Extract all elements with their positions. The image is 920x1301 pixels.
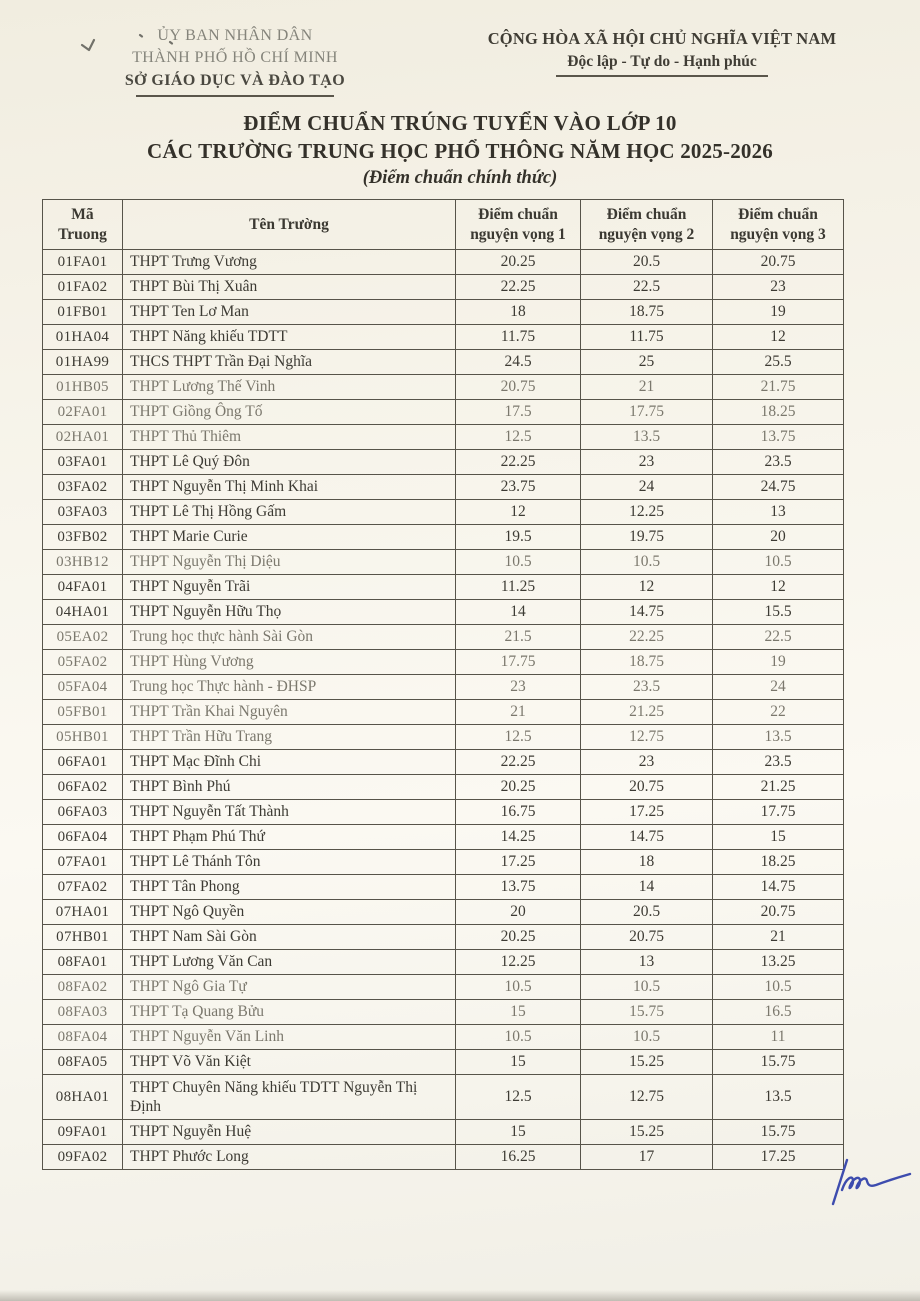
- school-name: Trung học thực hành Sài Gòn: [123, 625, 456, 650]
- score-nv2: 12.25: [581, 500, 713, 525]
- table-header: [43, 200, 844, 250]
- school-code: 01HB05: [43, 375, 123, 400]
- score-nv1: 22.25: [456, 450, 581, 475]
- header-score-nv3: Điểm chuẩn nguyện vọng 3: [713, 200, 844, 250]
- score-nv3: 13.5: [713, 725, 844, 750]
- score-nv3: 22: [713, 700, 844, 725]
- signature-stroke: [833, 1160, 910, 1204]
- score-nv3: 13: [713, 500, 844, 525]
- table-row: [43, 500, 844, 525]
- table-row: [43, 850, 844, 875]
- score-nv1: 15: [456, 1120, 581, 1145]
- school-code: 05EA02: [43, 625, 123, 650]
- school-name: Trung học Thực hành - ĐHSP: [123, 675, 456, 700]
- score-nv1: 21.5: [456, 625, 581, 650]
- score-nv1: 23: [456, 675, 581, 700]
- school-code: 08FA01: [43, 950, 123, 975]
- score-nv2: 21: [581, 375, 713, 400]
- score-nv1: 24.5: [456, 350, 581, 375]
- score-nv2: 22.5: [581, 275, 713, 300]
- motto-underline: [556, 75, 768, 77]
- score-nv3: 10.5: [713, 550, 844, 575]
- score-nv3: 16.5: [713, 1000, 844, 1025]
- school-name: THPT Bình Phú: [123, 775, 456, 800]
- score-nv2: 18.75: [581, 650, 713, 675]
- school-code: 07HB01: [43, 925, 123, 950]
- school-code: 03HB12: [43, 550, 123, 575]
- school-code: 08FA02: [43, 975, 123, 1000]
- signature-icon: [826, 1150, 914, 1217]
- score-nv3: 13.5: [713, 1075, 844, 1120]
- score-nv2: 23: [581, 450, 713, 475]
- table-row: [43, 350, 844, 375]
- score-nv3: 10.5: [713, 975, 844, 1000]
- issuer-underline: [136, 95, 334, 97]
- title-line2: CÁC TRƯỜNG TRUNG HỌC PHỔ THÔNG NĂM HỌC 2025-2026: [146, 139, 773, 163]
- school-code: 08HA01: [43, 1075, 123, 1120]
- school-name: THPT Võ Văn Kiệt: [123, 1050, 456, 1075]
- score-nv1: 21: [456, 700, 581, 725]
- score-nv1: 15: [456, 1050, 581, 1075]
- table-row: [43, 1000, 844, 1025]
- school-code: 08FA05: [43, 1050, 123, 1075]
- score-nv1: 14.25: [456, 825, 581, 850]
- school-code: 05HB01: [43, 725, 123, 750]
- school-code: 06FA03: [43, 800, 123, 825]
- school-code: 01FA01: [43, 250, 123, 275]
- score-nv1: 20: [456, 900, 581, 925]
- header-school-code: Mã Truong: [43, 200, 123, 250]
- score-nv1: 20.75: [456, 375, 581, 400]
- school-name: THPT Chuyên Năng khiếu TDTT Nguyễn Thị Định: [123, 1075, 456, 1120]
- table-row: [43, 1120, 844, 1145]
- header-school-name: Tên Trường: [123, 200, 456, 250]
- score-nv3: 22.5: [713, 625, 844, 650]
- score-nv2: 12.75: [581, 725, 713, 750]
- school-name: THPT Nguyễn Trãi: [123, 575, 456, 600]
- score-nv2: 20.5: [581, 900, 713, 925]
- table-row: [43, 700, 844, 725]
- score-nv3: 25.5: [713, 350, 844, 375]
- table-header-row: [43, 200, 844, 250]
- score-nv3: 17.75: [713, 800, 844, 825]
- table-row: [43, 300, 844, 325]
- school-name: THPT Trần Hữu Trang: [123, 725, 456, 750]
- score-nv3: 15.75: [713, 1050, 844, 1075]
- score-nv1: 23.75: [456, 475, 581, 500]
- school-name: THPT Ngô Quyền: [123, 900, 456, 925]
- table-row: [43, 975, 844, 1000]
- score-nv1: 16.75: [456, 800, 581, 825]
- score-nv1: 20.25: [456, 925, 581, 950]
- school-code: 05FA04: [43, 675, 123, 700]
- score-nv3: 21.75: [713, 375, 844, 400]
- score-nv2: 20.75: [581, 775, 713, 800]
- school-code: 07FA01: [43, 850, 123, 875]
- score-nv2: 11.75: [581, 325, 713, 350]
- score-nv1: 10.5: [456, 550, 581, 575]
- table-row: [43, 575, 844, 600]
- score-nv2: 10.5: [581, 975, 713, 1000]
- score-nv1: 10.5: [456, 1025, 581, 1050]
- school-name: THCS THPT Trần Đại Nghĩa: [123, 350, 456, 375]
- school-name: THPT Trần Khai Nguyên: [123, 700, 456, 725]
- score-nv2: 17: [581, 1145, 713, 1170]
- school-code: 03FA01: [43, 450, 123, 475]
- school-name: THPT Lương Văn Can: [123, 950, 456, 975]
- header-score-nv2: Điểm chuẩn nguyện vọng 2: [581, 200, 713, 250]
- score-nv2: 24: [581, 475, 713, 500]
- score-nv3: 13.25: [713, 950, 844, 975]
- score-nv3: 15: [713, 825, 844, 850]
- score-nv2: 18: [581, 850, 713, 875]
- score-nv2: 23.5: [581, 675, 713, 700]
- score-nv1: 18: [456, 300, 581, 325]
- table-body: [43, 250, 844, 1170]
- score-nv2: 20.75: [581, 925, 713, 950]
- header-score-nv1: Điểm chuẩn nguyện vọng 1: [456, 200, 581, 250]
- score-nv1: 17.5: [456, 400, 581, 425]
- score-nv3: 20: [713, 525, 844, 550]
- table-row: [43, 1050, 844, 1075]
- table-row: [43, 1075, 844, 1120]
- score-nv3: 13.75: [713, 425, 844, 450]
- table-row: [43, 325, 844, 350]
- score-nv3: 21: [713, 925, 844, 950]
- score-nv2: 25: [581, 350, 713, 375]
- motto-line2: Độc lập - Tự do - Hạnh phúc: [567, 53, 757, 70]
- table-row: [43, 625, 844, 650]
- score-nv1: 17.25: [456, 850, 581, 875]
- score-nv1: 10.5: [456, 975, 581, 1000]
- school-name: THPT Ngô Gia Tự: [123, 975, 456, 1000]
- score-nv1: 12.5: [456, 425, 581, 450]
- score-nv1: 11.25: [456, 575, 581, 600]
- table-row: [43, 900, 844, 925]
- score-nv2: 17.75: [581, 400, 713, 425]
- school-code: 09FA01: [43, 1120, 123, 1145]
- score-nv2: 13: [581, 950, 713, 975]
- score-nv3: 23: [713, 275, 844, 300]
- score-nv3: 24.75: [713, 475, 844, 500]
- score-nv2: 14: [581, 875, 713, 900]
- school-name: THPT Thủ Thiêm: [123, 425, 456, 450]
- table-row: [43, 425, 844, 450]
- score-nv2: 12: [581, 575, 713, 600]
- school-code: 04FA01: [43, 575, 123, 600]
- table-row: [43, 825, 844, 850]
- table-row: [43, 950, 844, 975]
- admission-scores-table: [42, 199, 844, 1170]
- document-title: [0, 111, 920, 189]
- score-nv3: 12: [713, 325, 844, 350]
- score-nv3: 14.75: [713, 875, 844, 900]
- score-nv1: 17.75: [456, 650, 581, 675]
- score-nv1: 13.75: [456, 875, 581, 900]
- score-nv1: 12.5: [456, 1075, 581, 1120]
- score-nv3: 23.5: [713, 750, 844, 775]
- table-row: [43, 750, 844, 775]
- score-nv3: 21.25: [713, 775, 844, 800]
- school-code: 03FA02: [43, 475, 123, 500]
- score-nv2: 14.75: [581, 600, 713, 625]
- school-name: THPT Bùi Thị Xuân: [123, 275, 456, 300]
- school-name: THPT Năng khiếu TDTT: [123, 325, 456, 350]
- table-row: [43, 525, 844, 550]
- school-name: THPT Nguyễn Tất Thành: [123, 800, 456, 825]
- table-row: [43, 250, 844, 275]
- school-name: THPT Nguyễn Văn Linh: [123, 1025, 456, 1050]
- score-nv2: 21.25: [581, 700, 713, 725]
- school-code: 02HA01: [43, 425, 123, 450]
- table-row: [43, 650, 844, 675]
- school-name: THPT Phạm Phú Thứ: [123, 825, 456, 850]
- national-motto-block: [462, 29, 862, 77]
- score-nv1: 14: [456, 600, 581, 625]
- score-nv2: 10.5: [581, 550, 713, 575]
- score-nv2: 12.75: [581, 1075, 713, 1120]
- school-code: 01FA02: [43, 275, 123, 300]
- score-nv1: 19.5: [456, 525, 581, 550]
- score-nv3: 11: [713, 1025, 844, 1050]
- title-line3: (Điểm chuẩn chính thức): [362, 168, 558, 188]
- table-row: [43, 925, 844, 950]
- school-code: 03FA03: [43, 500, 123, 525]
- table-row: [43, 400, 844, 425]
- score-nv2: 23: [581, 750, 713, 775]
- table-row: [43, 375, 844, 400]
- school-name: THPT Phước Long: [123, 1145, 456, 1170]
- score-nv2: 14.75: [581, 825, 713, 850]
- score-nv1: 11.75: [456, 325, 581, 350]
- issuer-line1: ỦY BAN NHÂN DÂN: [157, 27, 313, 44]
- motto-line1: CỘNG HÒA XÃ HỘI CHỦ NGHĨA VIỆT NAM: [487, 29, 837, 48]
- school-code: 09FA02: [43, 1145, 123, 1170]
- table-row: [43, 675, 844, 700]
- score-nv1: 22.25: [456, 750, 581, 775]
- score-nv2: 17.25: [581, 800, 713, 825]
- score-nv3: 20.75: [713, 250, 844, 275]
- school-name: THPT Tạ Quang Bửu: [123, 1000, 456, 1025]
- school-code: 08FA03: [43, 1000, 123, 1025]
- table-row: [43, 450, 844, 475]
- scan-bottom-shadow: [0, 1290, 920, 1301]
- school-code: 06FA01: [43, 750, 123, 775]
- title-line1: ĐIỂM CHUẨN TRÚNG TUYỂN VÀO LỚP 10: [243, 111, 677, 135]
- score-nv3: 24: [713, 675, 844, 700]
- score-nv3: 23.5: [713, 450, 844, 475]
- table-row: [43, 1145, 844, 1170]
- school-code: 06FA04: [43, 825, 123, 850]
- score-nv1: 22.25: [456, 275, 581, 300]
- issuer-line3: SỞ GIÁO DỤC VÀ ĐÀO TẠO: [124, 72, 346, 89]
- table-row: [43, 775, 844, 800]
- score-nv2: 18.75: [581, 300, 713, 325]
- score-nv3: 15.5: [713, 600, 844, 625]
- school-code: 01HA04: [43, 325, 123, 350]
- score-nv2: 15.75: [581, 1000, 713, 1025]
- school-name: THPT Trưng Vương: [123, 250, 456, 275]
- school-code: 07FA02: [43, 875, 123, 900]
- score-nv3: 20.75: [713, 900, 844, 925]
- issuer-block: [95, 25, 375, 97]
- school-name: THPT Nguyễn Thị Minh Khai: [123, 475, 456, 500]
- table-row: [43, 475, 844, 500]
- school-code: 03FB02: [43, 525, 123, 550]
- table-row: [43, 1025, 844, 1050]
- school-code: 06FA02: [43, 775, 123, 800]
- score-nv1: 15: [456, 1000, 581, 1025]
- issuer-line2: THÀNH PHỐ HỒ CHÍ MINH: [132, 49, 338, 66]
- school-name: THPT Ten Lơ Man: [123, 300, 456, 325]
- school-name: THPT Lê Thánh Tôn: [123, 850, 456, 875]
- score-nv3: 12: [713, 575, 844, 600]
- table-row: [43, 725, 844, 750]
- school-code: 01HA99: [43, 350, 123, 375]
- school-name: THPT Nguyễn Huệ: [123, 1120, 456, 1145]
- score-nv3: 19: [713, 650, 844, 675]
- school-name: THPT Hùng Vương: [123, 650, 456, 675]
- table-row: [43, 275, 844, 300]
- score-nv1: 20.25: [456, 250, 581, 275]
- score-nv3: 18.25: [713, 850, 844, 875]
- score-nv1: 20.25: [456, 775, 581, 800]
- school-name: THPT Marie Curie: [123, 525, 456, 550]
- school-name: THPT Lê Quý Đôn: [123, 450, 456, 475]
- school-code: 08FA04: [43, 1025, 123, 1050]
- school-name: THPT Tân Phong: [123, 875, 456, 900]
- score-nv2: 19.75: [581, 525, 713, 550]
- score-nv2: 20.5: [581, 250, 713, 275]
- score-nv1: 12: [456, 500, 581, 525]
- score-nv2: 15.25: [581, 1120, 713, 1145]
- school-code: 01FB01: [43, 300, 123, 325]
- score-nv2: 10.5: [581, 1025, 713, 1050]
- table-row: [43, 875, 844, 900]
- school-name: THPT Mạc Đĩnh Chi: [123, 750, 456, 775]
- score-nv3: 18.25: [713, 400, 844, 425]
- school-name: THPT Lương Thế Vinh: [123, 375, 456, 400]
- school-code: 04HA01: [43, 600, 123, 625]
- score-nv1: 12.5: [456, 725, 581, 750]
- school-code: 07HA01: [43, 900, 123, 925]
- school-name: THPT Giồng Ông Tố: [123, 400, 456, 425]
- school-code: 05FB01: [43, 700, 123, 725]
- table-row: [43, 550, 844, 575]
- school-name: THPT Nguyễn Thị Diệu: [123, 550, 456, 575]
- score-nv2: 13.5: [581, 425, 713, 450]
- school-code: 02FA01: [43, 400, 123, 425]
- school-code: 05FA02: [43, 650, 123, 675]
- score-nv3: 19: [713, 300, 844, 325]
- table-row: [43, 600, 844, 625]
- score-nv1: 16.25: [456, 1145, 581, 1170]
- school-name: THPT Lê Thị Hồng Gấm: [123, 500, 456, 525]
- school-name: THPT Nam Sài Gòn: [123, 925, 456, 950]
- table-row: [43, 800, 844, 825]
- score-nv3: 15.75: [713, 1120, 844, 1145]
- school-name: THPT Nguyễn Hữu Thọ: [123, 600, 456, 625]
- score-nv2: 22.25: [581, 625, 713, 650]
- score-nv2: 15.25: [581, 1050, 713, 1075]
- score-nv1: 12.25: [456, 950, 581, 975]
- score-nv3: 17.25: [713, 1145, 844, 1170]
